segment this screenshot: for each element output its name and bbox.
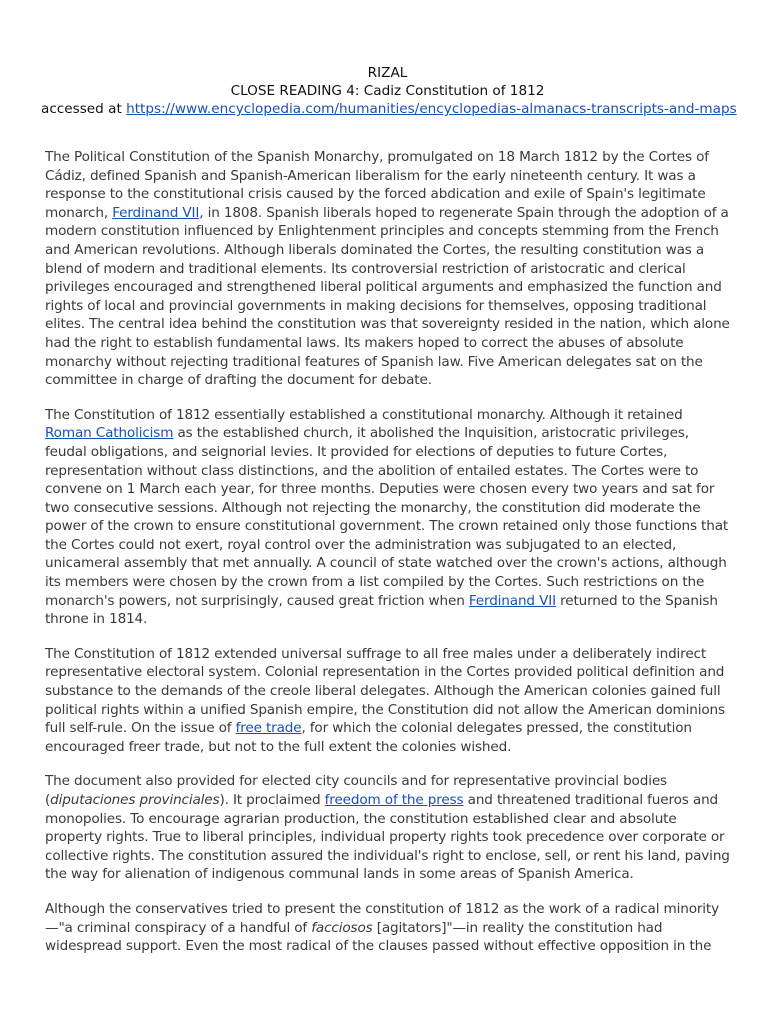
roman-catholicism-link[interactable]: Roman Catholicism (45, 425, 174, 442)
free-trade-link[interactable]: free trade (235, 720, 302, 737)
ferdinand-vii-link[interactable]: Ferdinand VII (112, 204, 200, 221)
paragraph-3: The Constitution of 1812 extended universal suffrage to all free males under a deliberately indirect representative electoral system. Colonial representation in the Cortes provided political definition and substance to the demands of the creole liberal delegates. Although the American colonies gained full political rights within a unified Spanish empire, the Constitution did not allow the American dominions full self-rule. On the issue of free trade, for which the colonial delegates pressed, the constitution encouraged freer trade, but not to the full extent the colonies wished. (45, 645, 725, 755)
article-body (45, 148, 730, 956)
paragraph-5: Although the conservatives tried to present the constitution of 1812 as the work of a radical minority —"a criminal conspiracy of a handful of facciosos [agitators]"—in reality the constitution had widespread support. Even the most radical of the clauses passed without effective opposition in the (45, 900, 719, 955)
source-url-link[interactable]: https://www.encyclopedia.com/humanities/encyclopedias-almanacs-transcripts-and-maps (126, 101, 737, 117)
paragraph-2: The Constitution of 1812 essentially established a constitutional monarchy. Although it retained Roman Catholicism as the established church, it abolished the Inquisition, aristocratic privileges, feudal obligations, and seignorial levies. It provided for elections of deputies to future Cortes, representation without class distinctions, and the abolition of entailed estates. The Cortes were to convene on 1 March each year, for three months. Deputies were chosen every two years and sat for two consecutive sessions. Although not rejecting the monarchy, the constitution did moderate the power of the crown to ensure constitutional government. The crown retained only those functions that the Cortes could not exert, royal control over the administration was subjugated to an elected, unicameral assembly that met annually. A council of state watched over the crown's actions, although its members were chosen by the crown from a list compiled by the Cortes. Such restrictions on the monarch's powers, not surprisingly, caused great friction when Ferdinand VII returned to the Spanish throne in 1814. (45, 406, 729, 628)
document-subtitle: CLOSE READING 4: Cadiz Constitution of 1812 (230, 83, 545, 99)
paragraph-1: The Political Constitution of the Spanish Monarchy, promulgated on 18 March 1812 by the Cortes of Cádiz, defined Spanish and Spanish-American liberalism for the early nineteenth century. It was a response to the constitutional crisis caused by the forced abdication and exile of Spain's legitimate monarch, Ferdinand VII, in 1808. Spanish liberals hoped to regenerate Spain through the adoption of a modern constitution influenced by Enlightenment principles and concepts stemming from the French and American revolutions. Although liberals dominated the Cortes, the resulting constitution was a blend of modern and traditional elements. Its controversial restriction of aristocratic and clerical privileges encouraged and strengthened liberal political arguments and emphasized the function and rights of local and provincial governments in making decisions for themselves, opposing traditional elites. The central idea behind the constitution was that sovereignty resided in the nation, which alone had the right to establish fundamental laws. Its makers hoped to correct the abuses of absolute monarchy without rejecting traditional features of Spanish law. Five American delegates sat on the committee in charge of drafting the document for debate. (45, 149, 730, 389)
paragraph-4: The document also provided for elected city councils and for representative provincial bodies (diputaciones provinciales). It proclaimed freedom of the press and threatened traditional fueros and monopolies. To encourage agrarian production, the constitution established clear and absolute property rights. True to liberal principles, individual property rights took precedence over corporate or collective rights. The constitution assured the individual's right to enclose, sell, or rent his land, paving the way for alienation of indigenous communal lands in some areas of Spanish America. (45, 773, 730, 883)
freedom-of-the-press-link[interactable]: freedom of the press (324, 792, 464, 808)
italic-term: facciosos (311, 919, 373, 936)
document-title: RIZAL (367, 65, 408, 81)
ferdinand-vii-link-2[interactable]: Ferdinand VII (468, 592, 556, 609)
accessed-line (41, 100, 737, 118)
accessed-prefix: accessed at (41, 101, 127, 117)
italic-term: diputaciones provinciales (50, 792, 220, 808)
document-header (41, 64, 737, 118)
